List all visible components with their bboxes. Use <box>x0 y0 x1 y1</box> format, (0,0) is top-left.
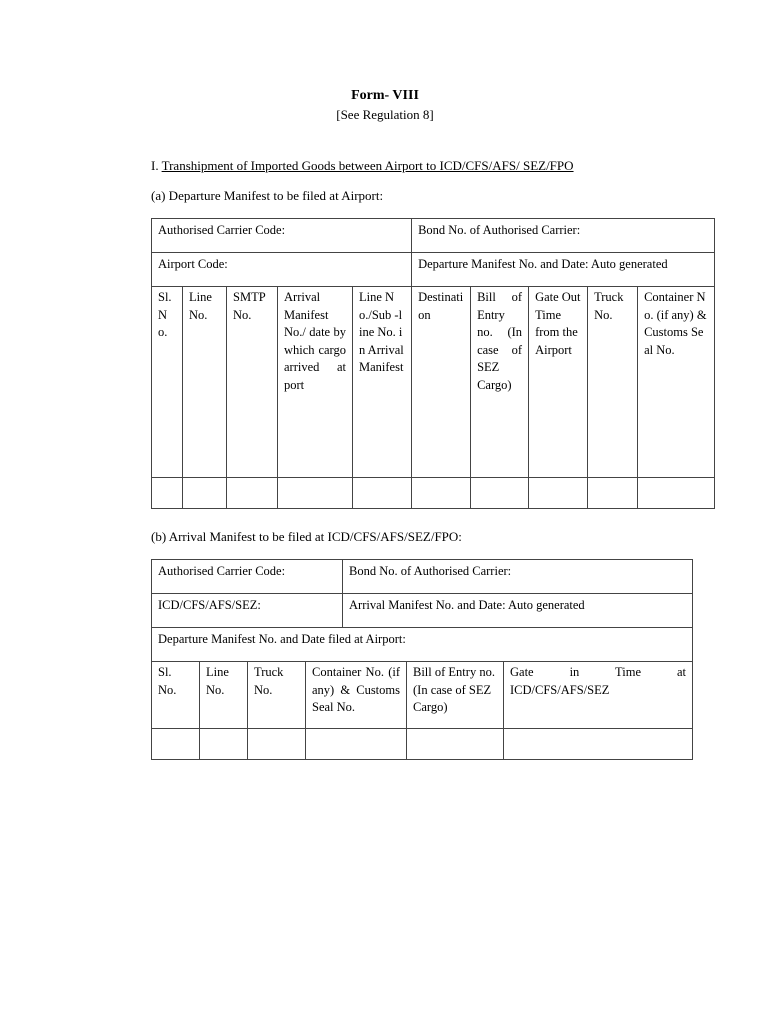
departure-manifest-filed-field[interactable]: Departure Manifest No. and Date filed at Airport: <box>152 628 693 662</box>
table-header-row <box>152 287 715 478</box>
column-header: Sl. No. <box>152 662 200 729</box>
table-header-row <box>152 662 693 729</box>
column-header: Container No. (if any) & Customs Seal No. <box>638 287 715 478</box>
authorised-carrier-code-field[interactable]: Authorised Carrier Code: <box>152 219 412 253</box>
table-row <box>152 560 693 594</box>
airport-code-field[interactable]: Airport Code: <box>152 253 412 287</box>
table-cell[interactable] <box>638 478 715 509</box>
column-header: Gate Out Time from the Airport <box>529 287 588 478</box>
column-header: Line No. <box>200 662 248 729</box>
bond-no-field[interactable]: Bond No. of Authorised Carrier: <box>343 560 693 594</box>
table-row <box>152 729 693 760</box>
table-cell[interactable] <box>248 729 306 760</box>
section-number: I. <box>151 158 162 173</box>
column-header: SMTP No. <box>227 287 278 478</box>
table-row <box>152 628 693 662</box>
departure-manifest-table <box>151 218 715 509</box>
bond-no-field[interactable]: Bond No. of Authorised Carrier: <box>412 219 715 253</box>
table-cell[interactable] <box>529 478 588 509</box>
column-header: Bill of Entry no. (In case of SEZ Cargo) <box>407 662 504 729</box>
column-header: Truck No. <box>588 287 638 478</box>
section-heading <box>151 158 574 174</box>
column-header: Gate in Time at ICD/CFS/AFS/SEZ <box>504 662 693 729</box>
table-cell[interactable] <box>412 478 471 509</box>
form-title: Form- VIII <box>351 88 419 103</box>
part-b-label: (b) Arrival Manifest to be filed at ICD/CFS/AFS/SEZ/FPO: <box>151 529 462 544</box>
column-header: Arrival Manifest No./ date by which cargo arrived at port <box>278 287 353 478</box>
column-header: Container No. (if any) & Customs Seal No. <box>306 662 407 729</box>
column-header: Line No./Sub -line No. in Arrival Manifest <box>353 287 412 478</box>
table-cell[interactable] <box>152 478 183 509</box>
table-row <box>152 478 715 509</box>
authorised-carrier-code-field[interactable]: Authorised Carrier Code: <box>152 560 343 594</box>
table-row <box>152 594 693 628</box>
arrival-manifest-table <box>151 559 693 760</box>
table-cell[interactable] <box>278 478 353 509</box>
departure-manifest-no-field[interactable]: Departure Manifest No. and Date: Auto generated <box>412 253 715 287</box>
table-cell[interactable] <box>152 729 200 760</box>
table-cell[interactable] <box>588 478 638 509</box>
column-header: Destination <box>412 287 471 478</box>
column-header: Line No. <box>183 287 227 478</box>
table-cell[interactable] <box>407 729 504 760</box>
section-heading-text: Transhipment of Imported Goods between Airport to ICD/CFS/AFS/ SEZ/FPO <box>161 158 574 173</box>
icd-field[interactable]: ICD/CFS/AFS/SEZ: <box>152 594 343 628</box>
part-a-label: (a) Departure Manifest to be filed at Airport: <box>151 188 384 203</box>
table-cell[interactable] <box>353 478 412 509</box>
table-cell[interactable] <box>227 478 278 509</box>
column-header: Sl. No. <box>152 287 183 478</box>
table-row <box>152 253 715 287</box>
regulation-reference: [See Regulation 8] <box>336 107 434 122</box>
column-header: Truck No. <box>248 662 306 729</box>
arrival-manifest-no-field[interactable]: Arrival Manifest No. and Date: Auto generated <box>343 594 693 628</box>
table-cell[interactable] <box>471 478 529 509</box>
table-cell[interactable] <box>200 729 248 760</box>
table-cell[interactable] <box>183 478 227 509</box>
table-cell[interactable] <box>306 729 407 760</box>
table-cell[interactable] <box>504 729 693 760</box>
table-row <box>152 219 715 253</box>
column-header: Bill of Entry no. (In case of SEZ Cargo) <box>471 287 529 478</box>
